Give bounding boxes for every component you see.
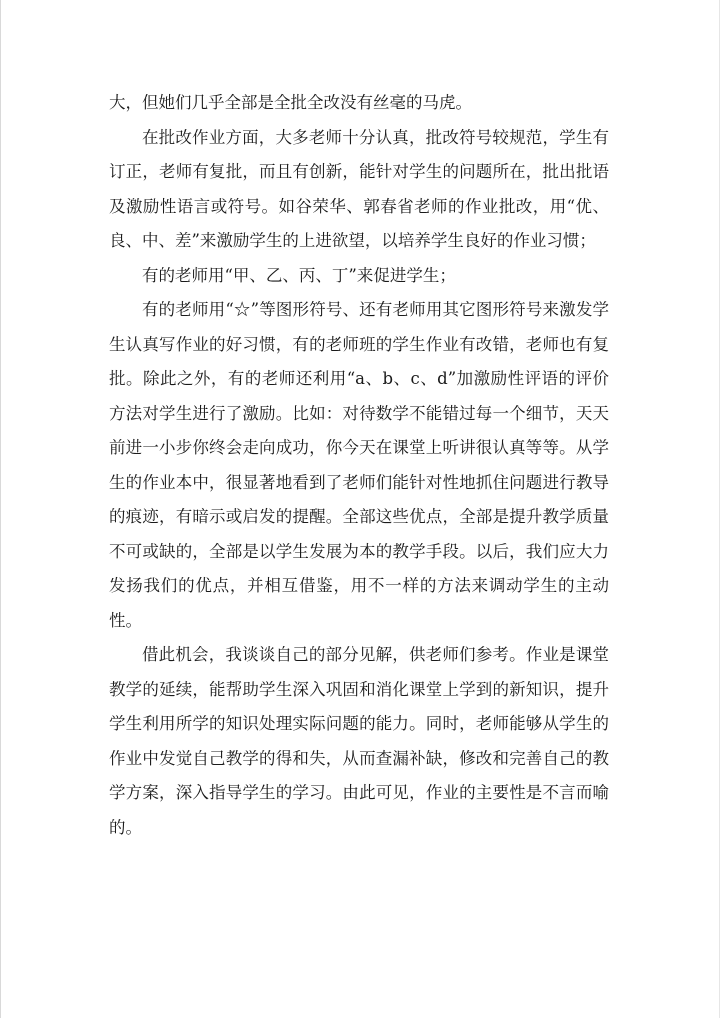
- paragraph: 大，但她们几乎全部是全批全改没有丝毫的马虎。: [109, 93, 472, 112]
- paragraph: 有的老师用“甲、乙、丙、丁”来促进学生；: [142, 265, 456, 285]
- document-body: [109, 86, 609, 845]
- paragraph: 有的老师用“☆”等图形符号、还有老师用其它图形符号来激发学生认真写作业的好习惯，有的老师班的学生作业有改错，老师也有复批。除此之外，有的老师还利用“a、b、c、d”加激励性评语的评价方法对学生进行了激励。比如：对待数学不能错过每一个细节，天天前进一小步你终会走向成功，你今天在课堂上听讲很认真等等。从学生的作业本中，很显著地看到了老师们能针对性地抓住问题进行教导的痕迹，有暗示或启发的提醒。全部这些优点，全部是提升教学质量不可或缺的，全部是以学生发展为本的教学手段。以后，我们应大力发扬我们的优点，并相互借鉴，用不一样的方法来调动学生的主动性。: [109, 300, 609, 630]
- paragraph: 在批改作业方面，大多老师十分认真，批改符号较规范，学生有订正，老师有复批，而且有创新，能针对学生的问题所在，批出批语及激励性语言或符号。如谷荣华、郭春省老师的作业批改，用“优、良、中、差”来激励学生的上进欲望，以培养学生良好的作业习惯；: [109, 127, 609, 250]
- paragraph: 借此机会，我谈谈自己的部分见解，供老师们参考。作业是课堂教学的延续，能帮助学生深入巩固和消化课堂上学到的新知识，提升学生利用所学的知识处理实际问题的能力。同时，老师能够从学生的作业中发觉自己教学的得和失，从而查漏补缺，修改和完善自己的教学方案，深入指导学生的学习。由此可见，作业的主要性是不言而喻的。: [109, 645, 609, 837]
